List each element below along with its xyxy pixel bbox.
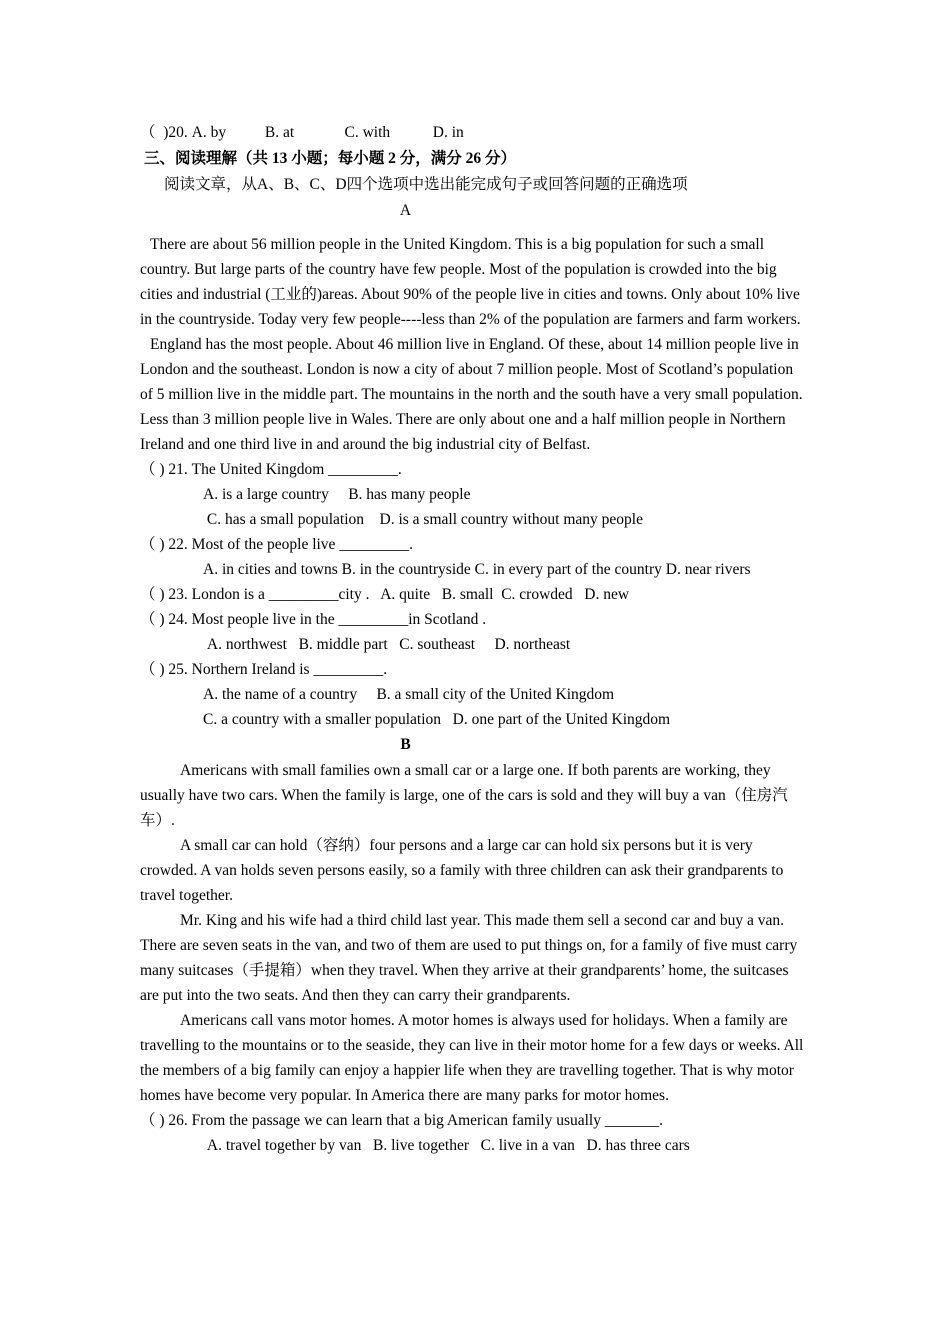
question-25-options-line-2: C. a country with a smaller population D. one part of the United Kingdom [203, 711, 671, 728]
question-25-stem: （ ) 25. Northern Ireland is _________. [140, 661, 388, 678]
question-21-options-line-1: A. is a large country B. has many people [203, 486, 471, 503]
passage-marker-b: B [400, 736, 411, 753]
passage-a-paragraph-2: England has the most people. About 46 million live in England. Of these, about 14 million people live in London and the southeast. London is now a city of about 7 million people. Most of Scotland’s population of 5 million live in the middle part. The mountains in the north and the south have a very small population. Less than 3 million people live in Wales. There are only about one and a half million people in Northern Ireland and one third live in and around the big industrial city of Belfast. [140, 336, 803, 453]
passage-marker-a: A [399, 202, 412, 219]
passage-b-paragraph-1: Americans with small families own a small car or a large one. If both parents are working, they usually have two cars. When the family is large, one of the cars is sold and they will buy a van（住房汽车）. [140, 762, 788, 829]
question-20-line: （ )20. A. by B. at C. with D. in [140, 124, 464, 141]
question-26-stem: （ ) 26. From the passage we can learn that a big American family usually _______. [140, 1112, 663, 1129]
section-instruction: 阅读文章，从A、B、C、D四个选项中选出能完成句子或回答问题的正确选项 [164, 176, 688, 193]
question-25-options-line-1: A. the name of a country B. a small city of the United Kingdom [203, 686, 615, 703]
question-24-stem: （ ) 24. Most people live in the _________in Scotland . [140, 611, 487, 628]
question-21-stem: （ ) 21. The United Kingdom _________. [140, 461, 402, 478]
question-22-options-line-1: A. in cities and towns B. in the countryside C. in every part of the country D. near rivers [203, 561, 751, 578]
question-21-options-line-2: C. has a small population D. is a small country without many people [203, 511, 643, 528]
spacer [140, 224, 806, 232]
question-22-stem: （ ) 22. Most of the people live _________. [140, 536, 413, 553]
passage-b-paragraph-4: Americans call vans motor homes. A motor homes is always used for holidays. When a family are travelling to the mountains or to the seaside, they can live in their motor home for a few days or weeks. All the members of a big family can enjoy a happier life when they are travelling together. That is why motor homes have become very popular. In America there are many parks for motor homes. [140, 1012, 804, 1104]
passage-b-paragraph-2: A small car can hold（容纳）four persons and a large car can hold six persons but it is very crowded. A van holds seven persons easily, so a family with three children can ask their grandparents to travel together. [140, 837, 784, 904]
question-24-options-line-1: A. northwest B. middle part C. southeast D. northeast [203, 636, 571, 653]
passage-b-paragraph-3: Mr. King and his wife had a third child last year. This made them sell a second car and buy a van. There are seven seats in the van, and two of them are used to put things on, for a family of five must carry many suitcases（手提箱）when they travel. When they arrive at their grandparents’ home, the suitcases are put into the two seats. And then they can carry their grandparents. [140, 912, 798, 1004]
question-23-stem: （ ) 23. London is a _________city . A. quite B. small C. crowded D. new [140, 586, 630, 603]
passage-a-paragraph-1: There are about 56 million people in the United Kingdom. This is a big population for such a small country. But large parts of the country have few people. Most of the population is crowded into the big cities and industrial (工业的)areas. About 90% of the people live in cities and towns. Only about 10% live in the countryside. Today very few people----less than 2% of the population are farmers and farm workers. [140, 236, 801, 328]
question-26-options-line-1: A. travel together by van B. live together C. live in a van D. has three cars [203, 1137, 690, 1154]
section-heading: 三、阅读理解（共 13 小题；每小题 2 分，满分 26 分） [144, 150, 517, 167]
